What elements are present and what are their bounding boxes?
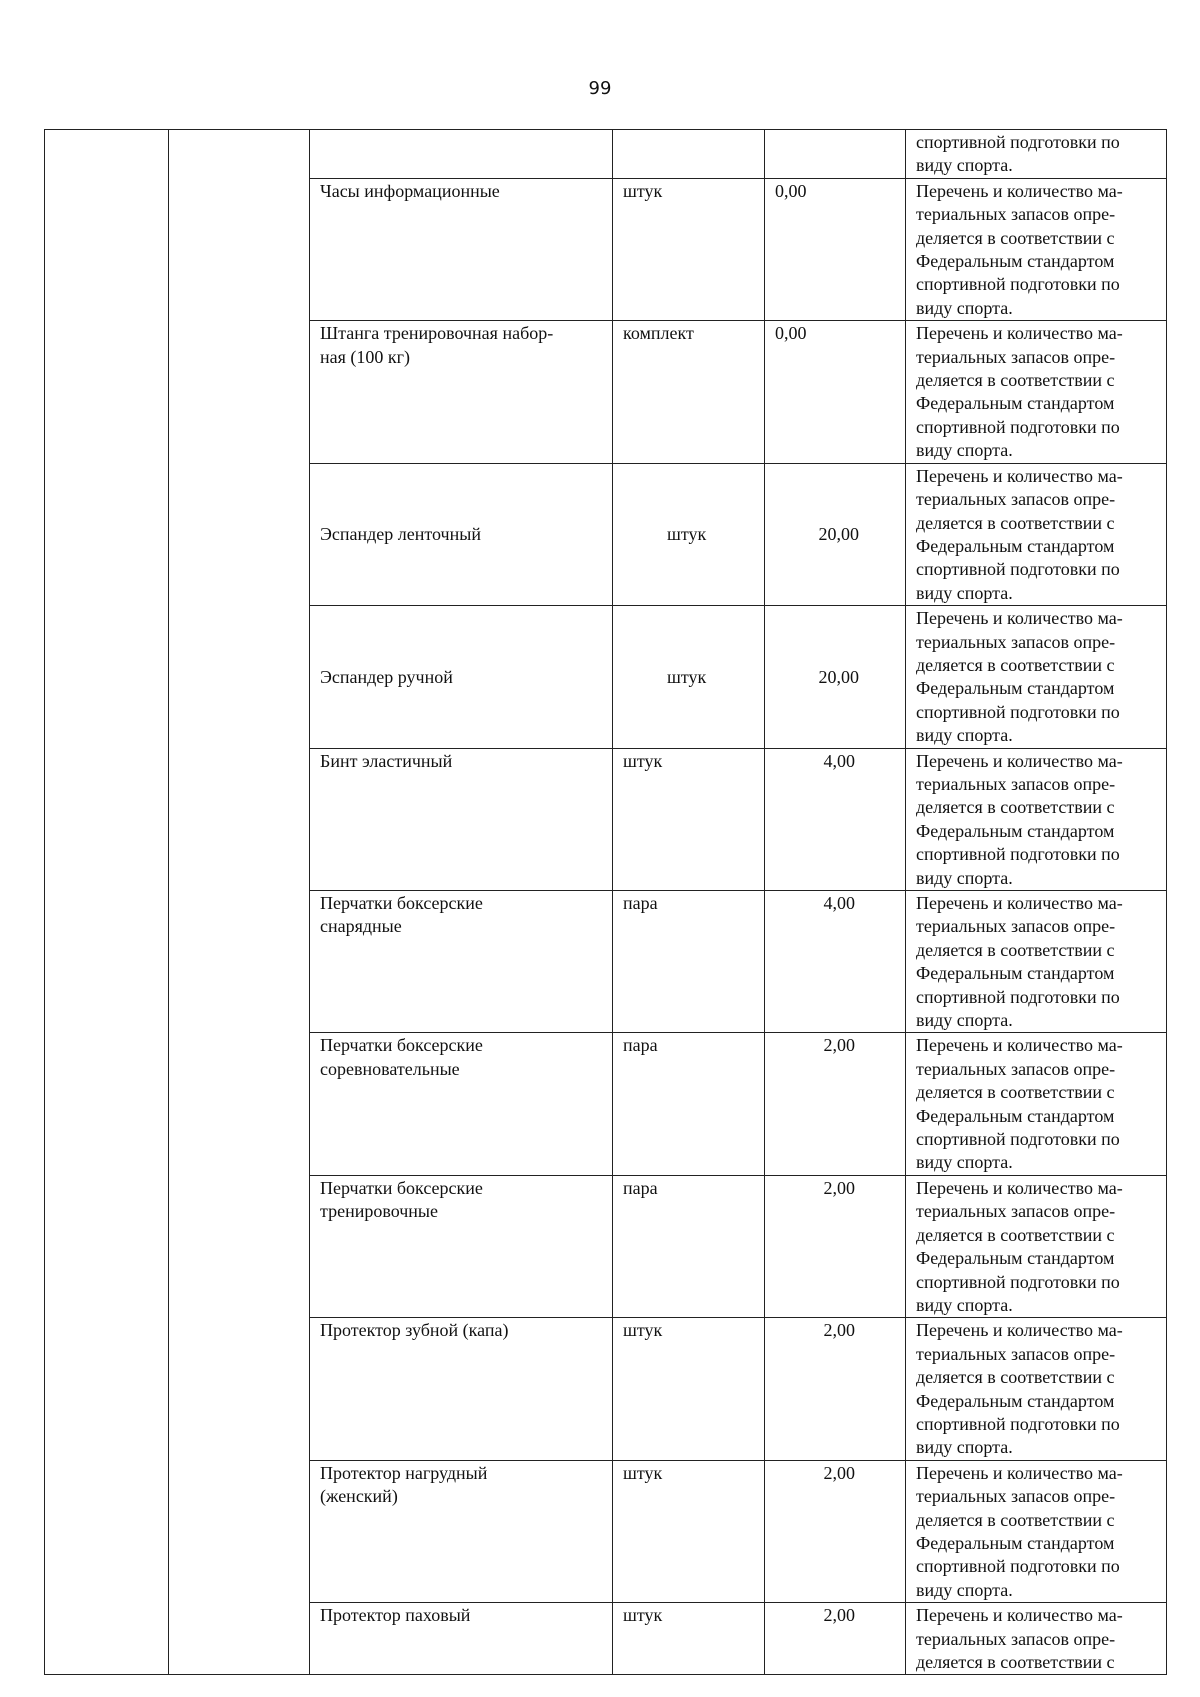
item-note-cell [906, 463, 1167, 605]
item-note-line: териальных запасов опре- [916, 916, 1116, 937]
item-note-line: деляется в соответствии с [916, 939, 1115, 960]
item-note-cell [906, 1318, 1167, 1460]
item-unit [613, 130, 765, 179]
item-name-cell [310, 1603, 613, 1675]
item-note-line: Перечень и количество ма- [916, 608, 1123, 629]
item-note-line: Федеральным стандартом [916, 1390, 1115, 1411]
item-note-line: деляется в соответствии с [916, 1082, 1115, 1103]
item-note-line: Федеральным стандартом [916, 535, 1115, 556]
item-note-cell [906, 1460, 1167, 1602]
item-note-line: териальных запасов опре- [916, 204, 1116, 225]
item-quantity [765, 130, 906, 179]
item-name-cell [310, 891, 613, 1033]
item-note-line: Перечень и количество ма- [916, 180, 1123, 201]
item-note-cell [906, 1175, 1167, 1317]
item-quantity: 2,00 [765, 1460, 906, 1602]
item-note-cell [906, 1033, 1167, 1175]
item-note-line: спортивной подготовки по [916, 274, 1120, 295]
item-unit: штук [613, 1460, 765, 1602]
item-note-line: Федеральным стандартом [916, 1248, 1115, 1269]
item-note-line: деляется в соответствии с [916, 512, 1115, 533]
item-note-line: Перечень и количество ма- [916, 1177, 1123, 1198]
item-name: Эспандер ленточный [320, 524, 481, 545]
item-name: тренировочные [320, 1201, 439, 1222]
item-name: Протектор нагрудный [320, 1462, 488, 1483]
item-quantity: 2,00 [765, 1603, 906, 1675]
item-note-cell [906, 321, 1167, 463]
item-name-cell [310, 1033, 613, 1175]
item-note-line: териальных запасов опре- [916, 1628, 1116, 1649]
empty-column-1 [45, 130, 169, 1675]
item-name-cell [310, 321, 613, 463]
item-name-cell [310, 1175, 613, 1317]
item-name: Протектор зубной (капа) [320, 1320, 509, 1341]
item-quantity: 2,00 [765, 1033, 906, 1175]
item-note-line: Перечень и количество ма- [916, 893, 1123, 913]
item-note-line: спортивной подготовки по [916, 701, 1120, 722]
item-note-line: Федеральным стандартом [916, 251, 1115, 272]
item-note-line: спортивной подготовки по [916, 1271, 1120, 1292]
item-note-line: спортивной подготовки по [916, 844, 1120, 865]
item-note-line: деляется в соответствии с [916, 797, 1115, 818]
item-note-line: териальных запасов опре- [916, 1343, 1116, 1364]
item-name: соревновательные [320, 1058, 460, 1079]
item-note-line: Перечень и количество ма- [916, 1320, 1123, 1341]
item-quantity: 0,00 [765, 321, 906, 463]
item-note-line: виду спорта. [916, 297, 1013, 318]
item-name: Штанга тренировочная набор- [320, 323, 554, 344]
item-note-line: териальных запасов опре- [916, 1486, 1116, 1507]
item-note-line: виду спорта. [916, 1010, 1013, 1031]
item-note-line: виду спорта. [916, 1294, 1013, 1315]
item-note-cell [906, 606, 1167, 748]
page-number: 99 [588, 78, 612, 99]
item-note-line: виду спорта. [916, 582, 1013, 603]
item-note-line: Федеральным стандартом [916, 678, 1115, 699]
item-name: снарядные [320, 916, 402, 937]
item-note-line: спортивной подготовки по [916, 416, 1120, 437]
item-unit: штук [613, 178, 765, 320]
item-name-cell [310, 1460, 613, 1602]
item-note-line: спортивной подготовки по [916, 1413, 1120, 1434]
item-name-cell [310, 130, 613, 179]
item-name: (женский) [320, 1486, 398, 1507]
item-note-cell [906, 178, 1167, 320]
item-note-line: деляется в соответствии с [916, 1509, 1115, 1530]
item-note-line: териальных запасов опре- [916, 489, 1116, 510]
item-name: Часы информационные [320, 180, 500, 201]
item-note-line: деляется в соответствии с [916, 654, 1115, 675]
item-note-line: териальных запасов опре- [916, 773, 1116, 794]
item-name-cell [310, 1318, 613, 1460]
equipment-table [44, 129, 1167, 1675]
item-quantity: 4,00 [765, 748, 906, 890]
item-name: Эспандер ручной [320, 666, 453, 687]
item-note-line: виду спорта. [916, 1579, 1013, 1600]
item-note-cell [906, 1603, 1167, 1675]
item-note-line: виду спорта. [916, 725, 1013, 746]
item-quantity: 2,00 [765, 1318, 906, 1460]
item-unit: штук [613, 748, 765, 890]
item-quantity: 4,00 [765, 891, 906, 1033]
item-note-line: Перечень и количество ма- [916, 1462, 1123, 1483]
item-name-cell [310, 606, 613, 748]
item-quantity: 0,00 [765, 178, 906, 320]
item-note-line: Перечень и количество ма- [916, 465, 1123, 486]
item-name: Протектор паховый [320, 1605, 471, 1626]
item-note-line: виду спорта. [916, 155, 1013, 176]
item-note-line: териальных запасов опре- [916, 346, 1116, 367]
item-note-cell [906, 891, 1167, 1033]
item-note-line: Перечень и количество ма- [916, 1605, 1123, 1626]
item-quantity: 20,00 [765, 606, 906, 748]
item-quantity: 2,00 [765, 1175, 906, 1317]
item-name: Перчатки боксерские [320, 893, 483, 913]
item-name-cell [310, 748, 613, 890]
item-note-line: Федеральным стандартом [916, 820, 1115, 841]
item-note-line: спортивной подготовки по [916, 132, 1120, 152]
item-note-line: териальных запасов опре- [916, 631, 1116, 652]
item-note-line: деляется в соответствии с [916, 1652, 1115, 1672]
item-note-line: Федеральным стандартом [916, 963, 1115, 984]
item-unit: штук [613, 1603, 765, 1675]
item-note-cell [906, 130, 1167, 179]
item-note-line: деляется в соответствии с [916, 370, 1115, 391]
item-note-cell [906, 748, 1167, 890]
item-note-line: Перечень и количество ма- [916, 750, 1123, 771]
item-unit: пара [613, 891, 765, 1033]
item-name: Перчатки боксерские [320, 1035, 483, 1056]
item-quantity: 20,00 [765, 463, 906, 605]
item-note-line: виду спорта. [916, 867, 1013, 888]
item-note-line: териальных запасов опре- [916, 1058, 1116, 1079]
item-unit: штук [613, 463, 765, 605]
item-name: Перчатки боксерские [320, 1177, 483, 1198]
item-note-line: териальных запасов опре- [916, 1201, 1116, 1222]
item-unit: пара [613, 1175, 765, 1317]
table-row [45, 130, 1167, 179]
item-note-line: деляется в соответствии с [916, 227, 1115, 248]
item-note-line: деляется в соответствии с [916, 1367, 1115, 1388]
item-note-line: Перечень и количество ма- [916, 1035, 1123, 1056]
item-unit: штук [613, 1318, 765, 1460]
item-unit: пара [613, 1033, 765, 1175]
item-note-line: виду спорта. [916, 440, 1013, 461]
item-note-line: спортивной подготовки по [916, 986, 1120, 1007]
item-note-line: Федеральным стандартом [916, 393, 1115, 414]
item-note-line: спортивной подготовки по [916, 559, 1120, 580]
item-note-line: спортивной подготовки по [916, 1556, 1120, 1577]
item-note-line: деляется в соответствии с [916, 1224, 1115, 1245]
item-note-line: спортивной подготовки по [916, 1129, 1120, 1150]
item-name-cell [310, 463, 613, 605]
item-note-line: Перечень и количество ма- [916, 323, 1123, 344]
item-note-line: виду спорта. [916, 1437, 1013, 1458]
item-note-line: Федеральным стандартом [916, 1532, 1115, 1553]
item-note-line: Федеральным стандартом [916, 1105, 1115, 1126]
item-name-cell [310, 178, 613, 320]
item-note-line: виду спорта. [916, 1152, 1013, 1173]
empty-column-2 [169, 130, 310, 1675]
item-unit: комплект [613, 321, 765, 463]
item-name: ная (100 кг) [320, 346, 411, 367]
item-unit: штук [613, 606, 765, 748]
item-name: Бинт эластичный [320, 750, 453, 771]
